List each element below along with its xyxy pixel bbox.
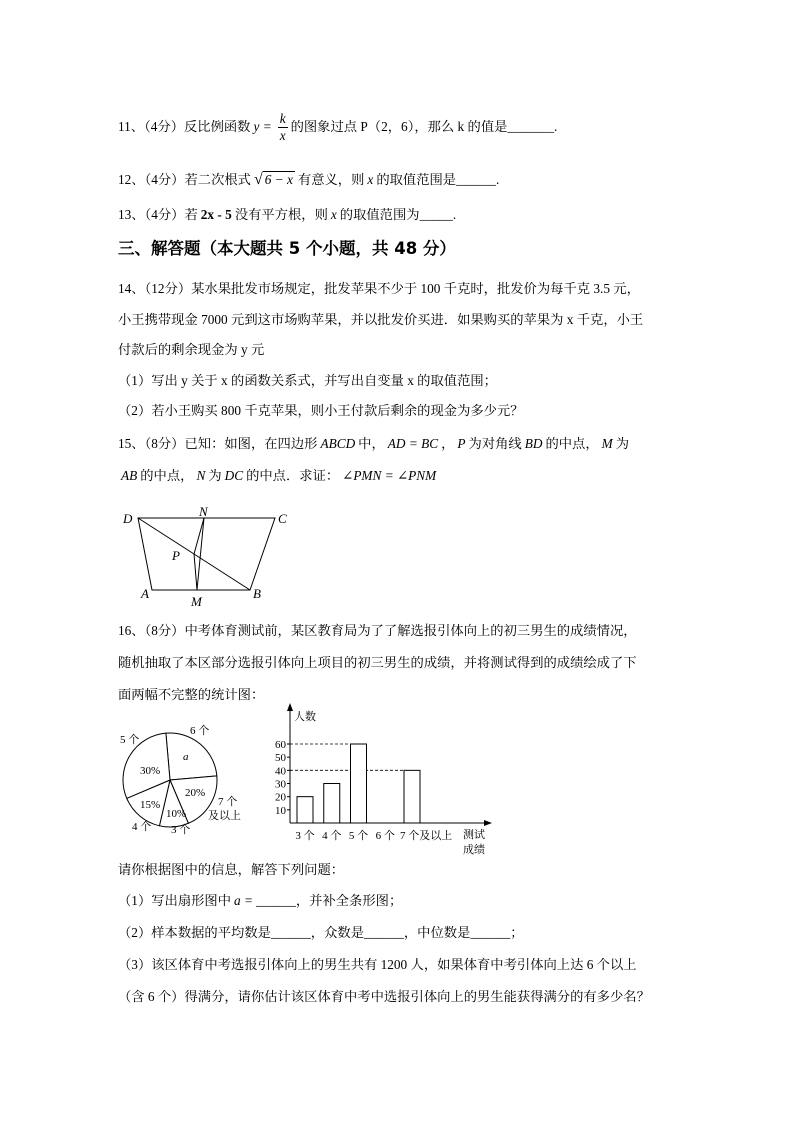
question-text: 若二次根式 (184, 172, 251, 187)
x-tick-label: 7 个及以上 (400, 830, 453, 842)
y-tick-label: 50 (275, 752, 286, 765)
question-text: 的图象过点 P（2，6），那么 k 的值是 (290, 119, 508, 134)
punctuation: . (452, 207, 457, 222)
pie-category-label: 3 个 (171, 824, 191, 836)
question-16-line-2: 随机抽取了本区部分选报引体向上项目的初三男生的成绩，并将测试得到的成绩绘成了下 (118, 655, 637, 670)
pie-slice-label: 30% (140, 765, 161, 777)
quadrilateral-abcd (138, 518, 275, 590)
pie-category-label: 及以上 (208, 810, 241, 822)
y-tick-label: 30 (275, 778, 286, 791)
question-13 (118, 205, 456, 225)
bar (297, 797, 313, 823)
question-text: 的取值范围是 (376, 172, 457, 187)
y-tick-label: 20 (275, 791, 286, 804)
question-number: 11、（4分） (118, 119, 184, 134)
x-tick-label: 4 个 (322, 830, 342, 842)
question-14-line-2: 小王携带现金 7000 元到这市场购苹果，并以批发价买进．如果购买的苹果为 x 千克，小王 (118, 312, 644, 327)
bar-chart (275, 703, 492, 856)
text-segment: ______，并补全条形图； (255, 893, 403, 908)
x-axis-label: 成绩 (463, 844, 485, 856)
question-16-intro: 请你根据图中的信息，解答下列问题： (118, 862, 345, 877)
y-axis-arrow (287, 703, 293, 711)
bar (351, 744, 367, 823)
question-text: 若 (184, 207, 198, 222)
question-text: 中考体育测试前，某区教育局为了了解选报引体向上的初三男生的成绩情况， (184, 623, 637, 638)
text-segment: 为 (615, 436, 630, 451)
question-text: 的取值范围为 (339, 207, 420, 222)
y-axis-label: 人数 (294, 711, 316, 723)
answer-blank: ______ (456, 172, 496, 187)
question-16-line-3: 面两幅不完整的统计图： (118, 687, 265, 702)
y-tick-label: 40 (275, 765, 286, 778)
bar (324, 784, 340, 824)
point-label-c: C (278, 511, 287, 526)
x-axis-label: 测试 (463, 829, 485, 841)
fraction (278, 111, 288, 144)
text-segment: 的中点， (545, 436, 599, 451)
answer-blank: _____ (419, 207, 453, 222)
x-tick-label: 5 个 (348, 830, 369, 842)
math-expression: BD (524, 436, 543, 451)
pie-category-label: 4 个 (132, 821, 152, 833)
x-tick-label: 3 个 (295, 830, 315, 842)
punctuation: . (553, 119, 558, 134)
question-14-part-1: （1）写出 y 关于 x 的函数关系式，并写出自变量 x 的取值范围； (118, 373, 497, 388)
section-heading: 三、解答题（本大题共 5 个小题，共 48 分） (118, 239, 456, 258)
question-number: 14、（12分） (118, 281, 192, 296)
math-expression: N (196, 468, 206, 483)
point-label-m: M (191, 594, 202, 609)
radicand: 6 − x (264, 172, 293, 187)
x-axis-arrow (484, 820, 492, 826)
question-16-line-1 (118, 621, 637, 641)
question-text: 没有平方根，则 (234, 207, 328, 222)
text-segment: 为 (208, 468, 222, 483)
pie-slice-label: 15% (140, 799, 161, 811)
point-label-n: N (199, 505, 208, 519)
pie-category-label: 7 个 (218, 796, 238, 808)
x-tick-label: 6 个 (375, 830, 395, 842)
point-label-p: P (172, 548, 180, 563)
math-expression: P (457, 436, 466, 451)
math-variable: x (330, 207, 337, 222)
point-label-d: D (123, 511, 133, 526)
math-expression: M (601, 436, 613, 451)
question-text (184, 436, 629, 451)
bar (404, 770, 420, 823)
question-15-line-2 (118, 466, 439, 486)
text-segment: 的中点， (140, 468, 194, 483)
pie-slice-label: 20% (185, 787, 206, 799)
y-tick-label: 10 (275, 804, 286, 817)
question-text: 有意义，则 (297, 172, 365, 187)
question-14-part-2: （2）若小王购买 800 千克苹果，则小王付款后剩余的现金为多少元？ (118, 403, 524, 418)
point-label-a: A (141, 586, 149, 601)
answer-blank: _______ (507, 119, 554, 134)
pie-slice (166, 733, 217, 780)
punctuation: . (495, 172, 500, 187)
text-segment: （1）写出扇形图中 (118, 893, 232, 908)
pie-category-label: 5 个 (120, 734, 140, 746)
fraction-denominator: x (279, 128, 286, 144)
math-expression: ABCD (320, 436, 356, 451)
point-label-b: B (253, 586, 261, 601)
math-expression: a = (234, 893, 253, 908)
question-12 (118, 170, 499, 190)
pie-slice-label: 10% (166, 808, 187, 820)
pie-slice-label: a (183, 751, 189, 763)
segment-pm (194, 554, 197, 590)
question-number: 15、（8分） (118, 436, 185, 451)
question-16-part-3-line-2: （含 6 个）得满分，请你估计该区体育中考中选报引体向上的男生能获得满分的有多少名？ (118, 989, 650, 1004)
bar-marks (275, 739, 452, 842)
question-16-part-3-line-1: （3）该区体育中考选报引体向上的男生共有 1200 人，如果体育中考引体向上达 6 个以上 (118, 957, 637, 972)
question-15-line-1 (118, 434, 629, 454)
question-11 (118, 109, 557, 145)
math-expression: 2x - 5 (200, 207, 232, 222)
question-16-part-1 (118, 891, 402, 911)
text-segment: 中， (358, 436, 385, 451)
math-expression: AD = BC (387, 436, 439, 451)
quadrilateral-figure (115, 505, 305, 615)
math-expression: ∠PMN = ∠PNM (342, 468, 437, 483)
question-text: 反比例函数 (184, 119, 251, 134)
pie-category-label: 6 个 (190, 725, 210, 737)
text-segment: ， (441, 436, 455, 451)
question-number: 13、（4分） (118, 207, 185, 222)
y-tick-label: 60 (275, 739, 286, 751)
question-number: 12、（4分） (118, 172, 185, 187)
question-number: 16、（8分） (118, 623, 185, 638)
radical-sign: √ (253, 171, 263, 188)
math-variable: x (367, 172, 374, 187)
text-segment: 已知：如图，在四边形 (184, 436, 318, 451)
question-14-line-3: 付款后的剩余现金为 y 元 (118, 342, 265, 357)
question-16-part-2: （2）样本数据的平均数是______，众数是______，中位数是______； (118, 925, 524, 940)
text-segment: 为对角线 (468, 436, 522, 451)
text-segment: 的中点．求证： (246, 468, 340, 483)
math-expression: DC (224, 468, 244, 483)
math-lhs: y = (253, 119, 272, 134)
math-expression: AB (121, 468, 138, 483)
question-text: 某水果批发市场规定，批发苹果不少于 100 千克时，批发价为每千克 3.5 元， (191, 281, 640, 296)
question-14-line-1 (118, 279, 640, 299)
fraction-numerator: k (279, 111, 286, 127)
statistics-charts (110, 700, 500, 860)
